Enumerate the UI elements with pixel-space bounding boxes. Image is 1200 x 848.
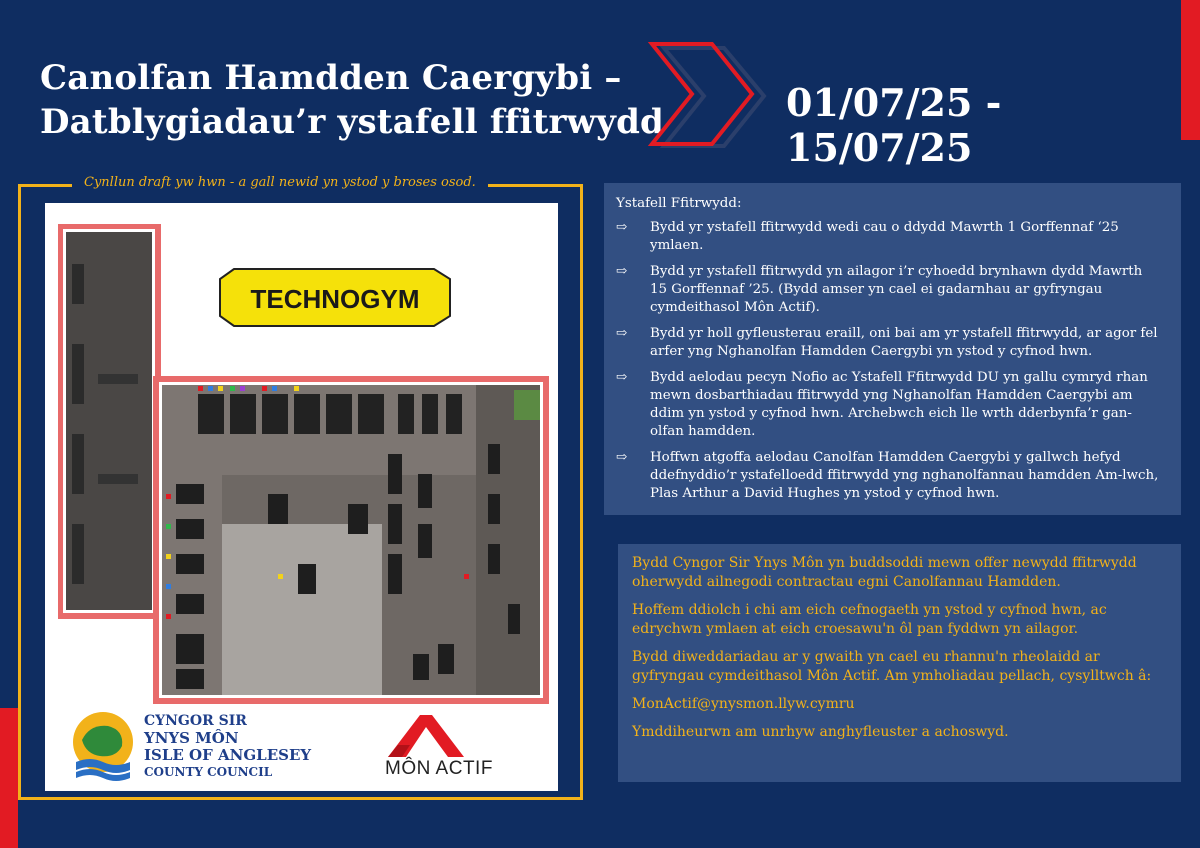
info-item xyxy=(616,263,1163,317)
info-item-text: Bydd aelodau pecyn Nofio ac Ystafell Ffitrwydd DU yn gallu cymryd rhan mewn dosbarthiadau ffitrwydd yng Nghanolfan Hamdden Caergybi am ddim yn ystod y cyfnod hwn. Archebwch eich lle wrth dderbynfa’r gan-olfan hamdden. xyxy=(650,370,1148,439)
notice-paragraph-investment: Bydd Cyngor Sir Ynys Môn yn buddsoddi mewn offer newydd ffitrwydd oherwydd ailnegodi contractau egni Canolfannau Hamdden. xyxy=(632,555,1137,590)
technogym-logo-text: TECHNOGYM xyxy=(250,284,420,314)
info-item xyxy=(616,369,1163,441)
info-heading: Ystafell Ffitrwydd: xyxy=(616,196,742,211)
council-logo xyxy=(70,710,311,784)
title-line-2: Datblygiadau’r ystafell ffitrwydd xyxy=(40,102,665,142)
notice-paragraph-apology: Ymddiheurwn am unrhyw anghyfleuster a achoswyd. xyxy=(632,724,1009,740)
arrow-right-icon: ⇨ xyxy=(616,264,628,279)
arrow-right-icon: ⇨ xyxy=(616,220,628,235)
technogym-logo xyxy=(220,269,450,326)
date-range: 01/07/25 - 15/07/25 xyxy=(786,80,1002,170)
chevron-graphic xyxy=(646,38,776,158)
anglesey-emblem-icon xyxy=(70,710,136,784)
info-item xyxy=(616,325,1163,361)
contact-email-link[interactable]: MonActif@ynysmon.llyw.cymru xyxy=(632,696,855,712)
arrow-right-icon: ⇨ xyxy=(616,450,628,465)
title-line-1: Canolfan Hamdden Caergybi – xyxy=(40,58,622,98)
info-item-text: Bydd yr ystafell ffitrwydd yn ailagor i’r cyhoedd brynhawn dydd Mawrth 15 Gorffennaf ’25. (Bydd amser yn cael ei gadarnhau ar gyfryngau cymdeithasol Môn Actif). xyxy=(650,264,1143,315)
info-item-text: Bydd yr ystafell ffitrwydd wedi cau o ddydd Mawrth 1 Gorffennaf ‘25 ymlaen. xyxy=(650,220,1119,253)
notice-paragraph-thanks: Hoffem ddiolch i chi am eich cefnogaeth yn ystod y cyfnod hwn, ac edrychwn ymlaen at eich croesawu'n ôl pan fyddwn yn ailagor. xyxy=(632,602,1107,637)
plan-caption: Cynllun draft yw hwn - a gall newid yn ystod y broses osod. xyxy=(72,175,488,190)
council-name-line-2: YNYS MÔN xyxy=(144,729,239,747)
info-item-text: Hoffwn atgoffa aelodau Canolfan Hamdden Caergybi y gallwch hefyd ddefnyddio’r ystafelloedd ffitrwydd yng nghanolfannau hamdden Am-lwch, Plas Arthur a David Hughes yn ystod y cyfnod hwn. xyxy=(650,450,1159,501)
council-name-line-3: ISLE OF ANGLESEY xyxy=(144,746,312,764)
floor-plan-image xyxy=(58,224,550,704)
info-item xyxy=(616,449,1163,503)
info-item-text: Bydd yr holl gyfleusterau eraill, oni bai am yr ystafell ffitrwydd, ar agor fel arfer yng Nghanolfan Hamdden Caergybi yn ystod y cyfnod hwn. xyxy=(650,326,1158,359)
notice-paragraph-updates: Bydd diweddariadau ar y gwaith yn cael eu rhannu'n rheolaidd ar gyfryngau cymdeithasol Môn Actif. Am ymholiadau pellach, cysylltwch â: xyxy=(632,649,1152,684)
corner-accent-bottom-left xyxy=(0,708,18,848)
arrow-right-icon: ⇨ xyxy=(616,326,628,341)
council-name-line-4: COUNTY COUNCIL xyxy=(144,765,273,779)
page-title xyxy=(40,56,664,144)
arrow-right-icon: ⇨ xyxy=(616,370,628,385)
mon-actif-wordmark: MÔN ACTIF xyxy=(385,758,493,779)
investment-notice xyxy=(618,544,1181,782)
council-name-line-1: CYNGOR SIR xyxy=(144,713,247,729)
fitness-room-info xyxy=(604,183,1181,515)
info-item xyxy=(616,219,1163,255)
